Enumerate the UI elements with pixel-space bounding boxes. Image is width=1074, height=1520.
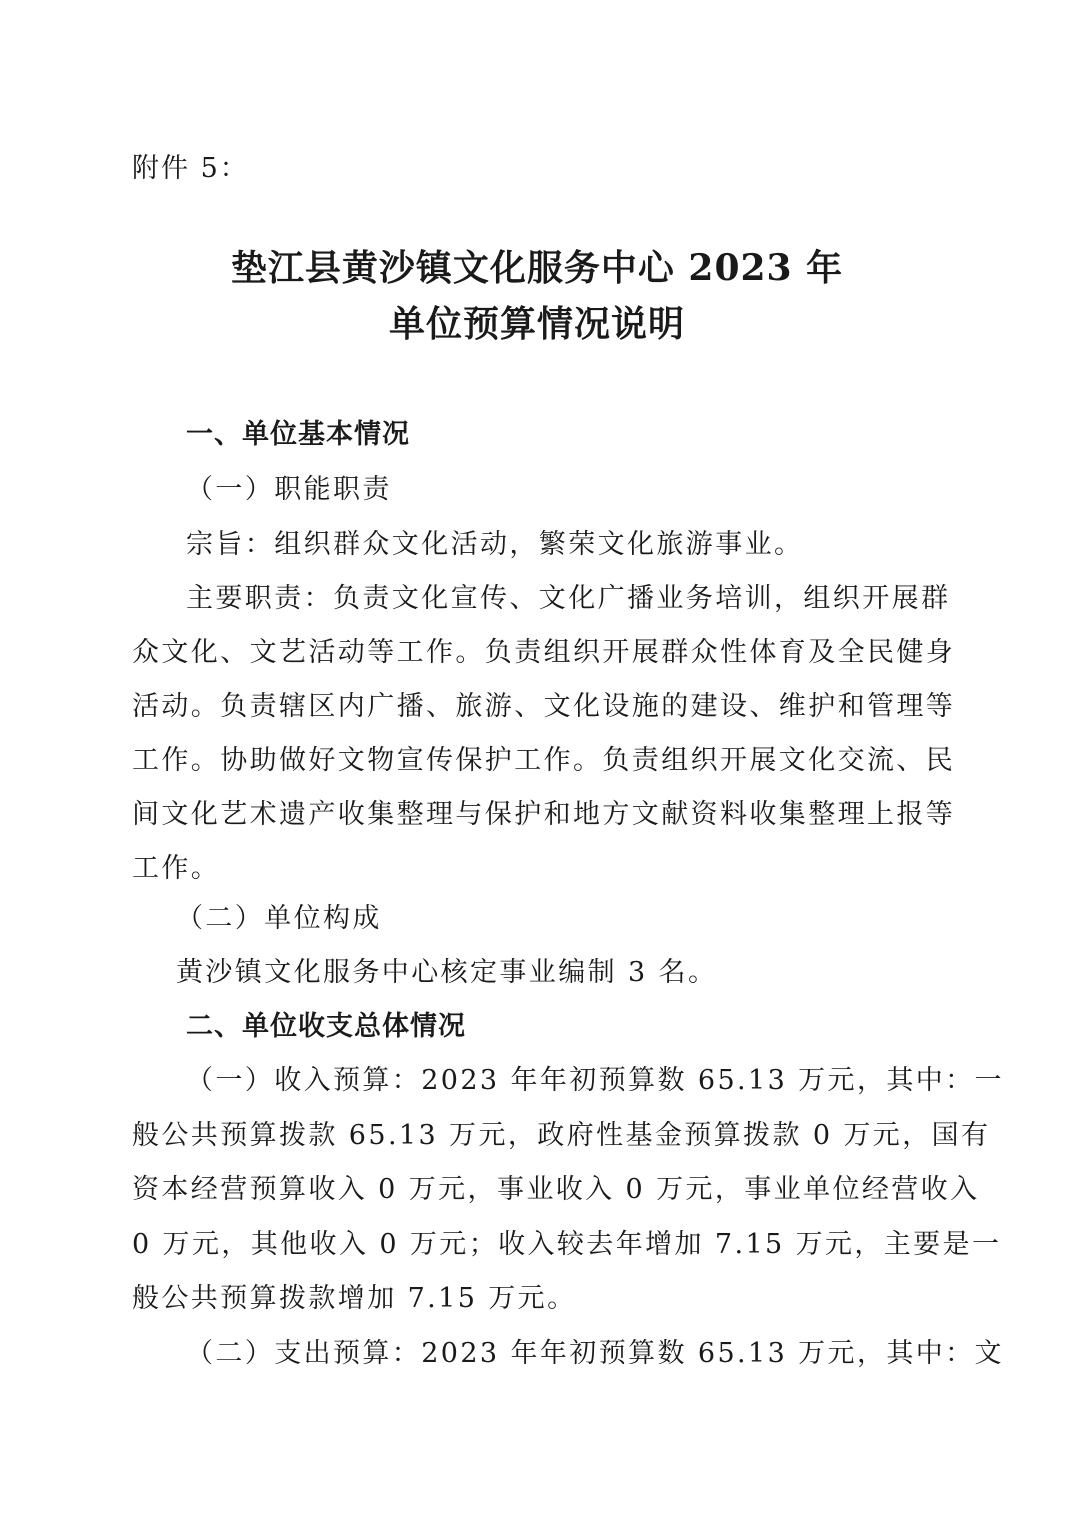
income-line: 般公共预算拨款增加 7.15 万元。 [132, 1283, 577, 1314]
expense-line: （二）支出预算：2023 年年初预算数 65.13 万元，其中：文 [186, 1338, 1004, 1369]
duties-line: 主要职责：负责文化宣传、文化广播业务培训，组织开展群 [186, 583, 951, 614]
attachment-label: 附件 5： [132, 153, 249, 184]
purpose-paragraph: 宗旨：组织群众文化活动，繁荣文化旅游事业。 [186, 529, 804, 560]
duties-line: 工作。协助做好文物宣传保护工作。负责组织开展文化交流、民 [132, 745, 956, 776]
income-line: （一）收入预算：2023 年年初预算数 65.13 万元，其中：一 [186, 1065, 1004, 1096]
subsection-heading-duties: （一）职能职责 [186, 474, 392, 505]
composition-paragraph: 黄沙镇文化服务中心核定事业编制 3 名。 [176, 957, 718, 988]
document-title-line-2: 单位预算情况说明 [388, 303, 685, 345]
income-line: 般公共预算拨款 65.13 万元，政府性基金预算拨款 0 万元，国有 [132, 1120, 991, 1151]
duties-line: 间文化艺术遗产收集整理与保护和地方文献资料收集整理上报等 [132, 799, 956, 830]
duties-line: 工作。 [132, 853, 221, 884]
section-heading-basic-info: 一、单位基本情况 [186, 419, 410, 450]
subsection-heading-composition: （二）单位构成 [176, 903, 382, 934]
document-title-line-1: 垫江县黄沙镇文化服务中心 2023 年 [230, 247, 844, 289]
duties-line: 活动。负责辖区内广播、旅游、文化设施的建设、维护和管理等 [132, 691, 956, 722]
income-line: 0 万元，其他收入 0 万元；收入较去年增加 7.15 万元，主要是一 [132, 1229, 1002, 1260]
section-heading-budget-overview: 二、单位收支总体情况 [186, 1011, 466, 1042]
duties-line: 众文化、文艺活动等工作。负责组织开展群众性体育及全民健身 [132, 637, 956, 668]
income-line: 资本经营预算收入 0 万元，事业收入 0 万元，事业单位经营收入 [132, 1174, 980, 1205]
